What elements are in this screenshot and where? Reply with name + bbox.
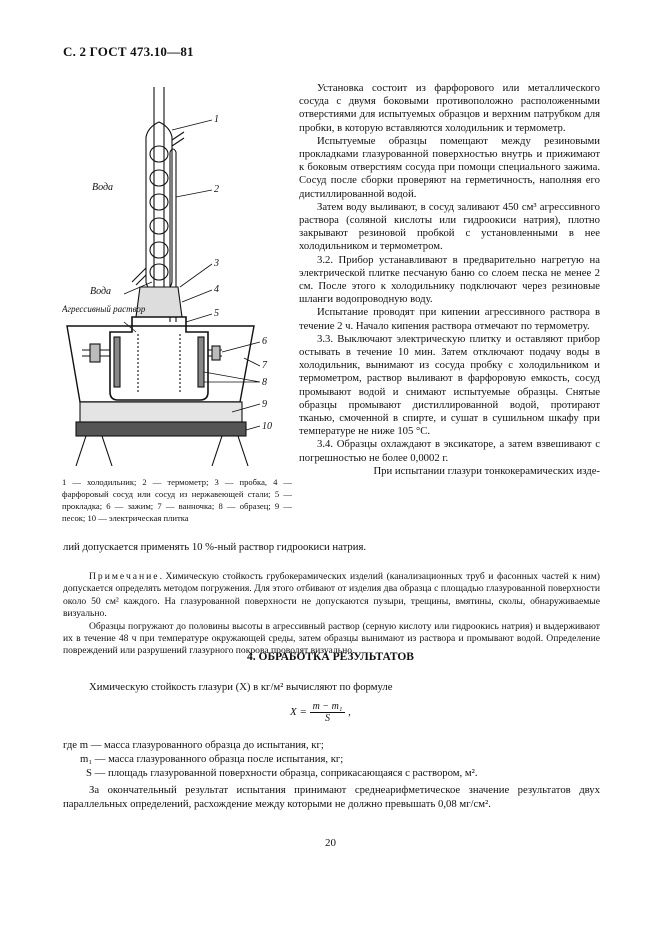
water-inlet <box>172 132 184 146</box>
heater-legs <box>76 436 248 466</box>
tray <box>67 326 254 402</box>
paragraph: Затем воду выливают, в сосуд заливают 450 см³ агрессивного раствора (соляной кислоты или гидроокиси натрия), плотно закрывают резиновой пробкой с установленными в нее холодильником и термометром. <box>299 200 600 253</box>
note-text-2: Образцы погружают до половины высоты в агрессивный раствор (серную кислоту или гидроокись натрия) и выдерживают их в течение 48 ч при температуре окружающей среды, затем образцы вынимают из раствора и промывают водой. Определение повреждений или разрушений глазурного покрова проводят визуально. <box>63 620 600 657</box>
where-3: S — площадь глазурованной поверхности образца, соприкасающаяся с раствором, м². <box>86 767 478 779</box>
sample-right <box>198 337 204 387</box>
condenser-jacket <box>146 122 172 294</box>
page-header: С. 2 ГОСТ 473.10—81 <box>63 44 194 59</box>
label-9: 9 <box>262 399 267 410</box>
apparatus-figure <box>62 82 292 472</box>
label-aggressive: Агрессивный раствор <box>62 304 146 314</box>
where-2: m₁ — масса глазурованного образца после испытания, кг; <box>80 753 344 765</box>
label-1: 1 <box>214 114 219 125</box>
sand <box>80 402 242 422</box>
note-title: Примечание <box>89 571 160 582</box>
formula <box>290 701 351 724</box>
formula-intro: Химическую стойкость глазури (X) в кг/м² вычисляют по формуле <box>89 681 393 693</box>
figure-caption: 1 — холодильник; 2 — термометр; 3 — пробка, 4 — фарфоровый сосуд или сосуд из нержавеющей стали; 5 — прокладка; 6 — зажим; 7 — ванночка; 8 — образец; 9 — песок; 10 — электрическая плитка <box>62 477 292 523</box>
label-2: 2 <box>214 184 219 195</box>
label-5: 5 <box>214 308 219 319</box>
label-8: 8 <box>262 377 267 388</box>
condenser-bulbs <box>150 146 168 280</box>
label-7: 7 <box>262 360 267 371</box>
final-paragraph: За окончательный результат испытания принимают среднеарифметическое значение результатов двух параллельных определений, расхождение между которыми не должно превышать 0,08 мг/см². <box>63 784 600 810</box>
label-10: 10 <box>262 421 272 432</box>
paragraph: 3.2. Прибор устанавливают в предварительно нагретую на электрической плитке песчаную баню со слоем песка не менее 2 см. После этого к холодильнику подключают через резиновые шланги водопроводную воду. <box>299 253 600 306</box>
paragraph: Испытуемые образцы помещают между резиновыми прокладками глазурованной поверхностью внутрь и прижимают к боковым отверстиям сосуда при помощи специального зажима. Сосуд после сборки проверяют на герметичность, наполняя его дистиллированной водой. <box>299 134 600 200</box>
right-column-text <box>299 82 600 478</box>
page-number: 20 <box>325 837 336 849</box>
water-outlet <box>132 268 146 285</box>
formula-numerator: m − m₁ <box>310 701 346 713</box>
section-title: 4. ОБРАБОТКА РЕЗУЛЬТАТОВ <box>247 651 414 663</box>
note-text: . Химическую стойкость грубокерамических изделий (канализационных труб и фасонных частей к ним) допускается определять методом погружения. Для этого отбивают от изделия два образца с площадью глазурованной поверхности около 50 см² каждого. На глазурованной поверхности не допускаются пузыри, трещины, вмятины, сколы, обнаруживаемые визуально. <box>63 571 600 620</box>
label-water-1: Вода <box>92 182 114 193</box>
formula-denominator: S <box>324 713 330 724</box>
paragraph: 3.3. Выключают электрическую плитку и оставляют прибор остывать в течение 10 мин. Затем отключают подачу воды в холодильник, вынимают из сосуда пробку с холодильником и термометром, раствор выливают в фарфоровую емкость, сосуд промывают водой и снимают испытуемые образцы. Снятые образцы промывают дистиллированной водой, протирают тканью, смоченной в спирте, и сушат в сушильном шкафу при температуре не ниже 105 °С. <box>299 332 600 438</box>
label-water-2: Вода <box>90 286 112 297</box>
label-6: 6 <box>262 336 267 347</box>
label-4: 4 <box>214 284 219 295</box>
where-1: где m — масса глазурованного образца до испытания, кг; <box>63 739 324 751</box>
paragraph: Испытание проводят при кипении агрессивного раствора в течение 2 ч. Начало кипения раствора отмечают по термометру. <box>299 306 600 332</box>
formula-lhs: X = <box>290 706 307 719</box>
paragraph: 3.4. Образцы охлаждают в эксикаторе, а затем взвешивают с погрешностью не более 0,0002 г. <box>299 438 600 464</box>
paragraph: Установка состоит из фарфорового или металлического сосуда с двумя боковыми противоположно расположенными отверстиями для испытуемых образцов и верхним патрубком для пробки, в которую вставляются холодильник и термометр. <box>299 82 600 134</box>
vessel <box>110 317 208 400</box>
paragraph: При испытании глазури тонкокерамических изде- <box>373 464 600 477</box>
continuation-line: лий допускается применять 10 %-ный раствор гидроокиси натрия. <box>63 541 367 553</box>
formula-fraction <box>310 701 346 724</box>
formula-tail: , <box>348 706 351 719</box>
heater <box>76 422 246 436</box>
label-3: 3 <box>214 258 219 269</box>
sample-left <box>114 337 120 387</box>
note-block <box>63 571 600 658</box>
